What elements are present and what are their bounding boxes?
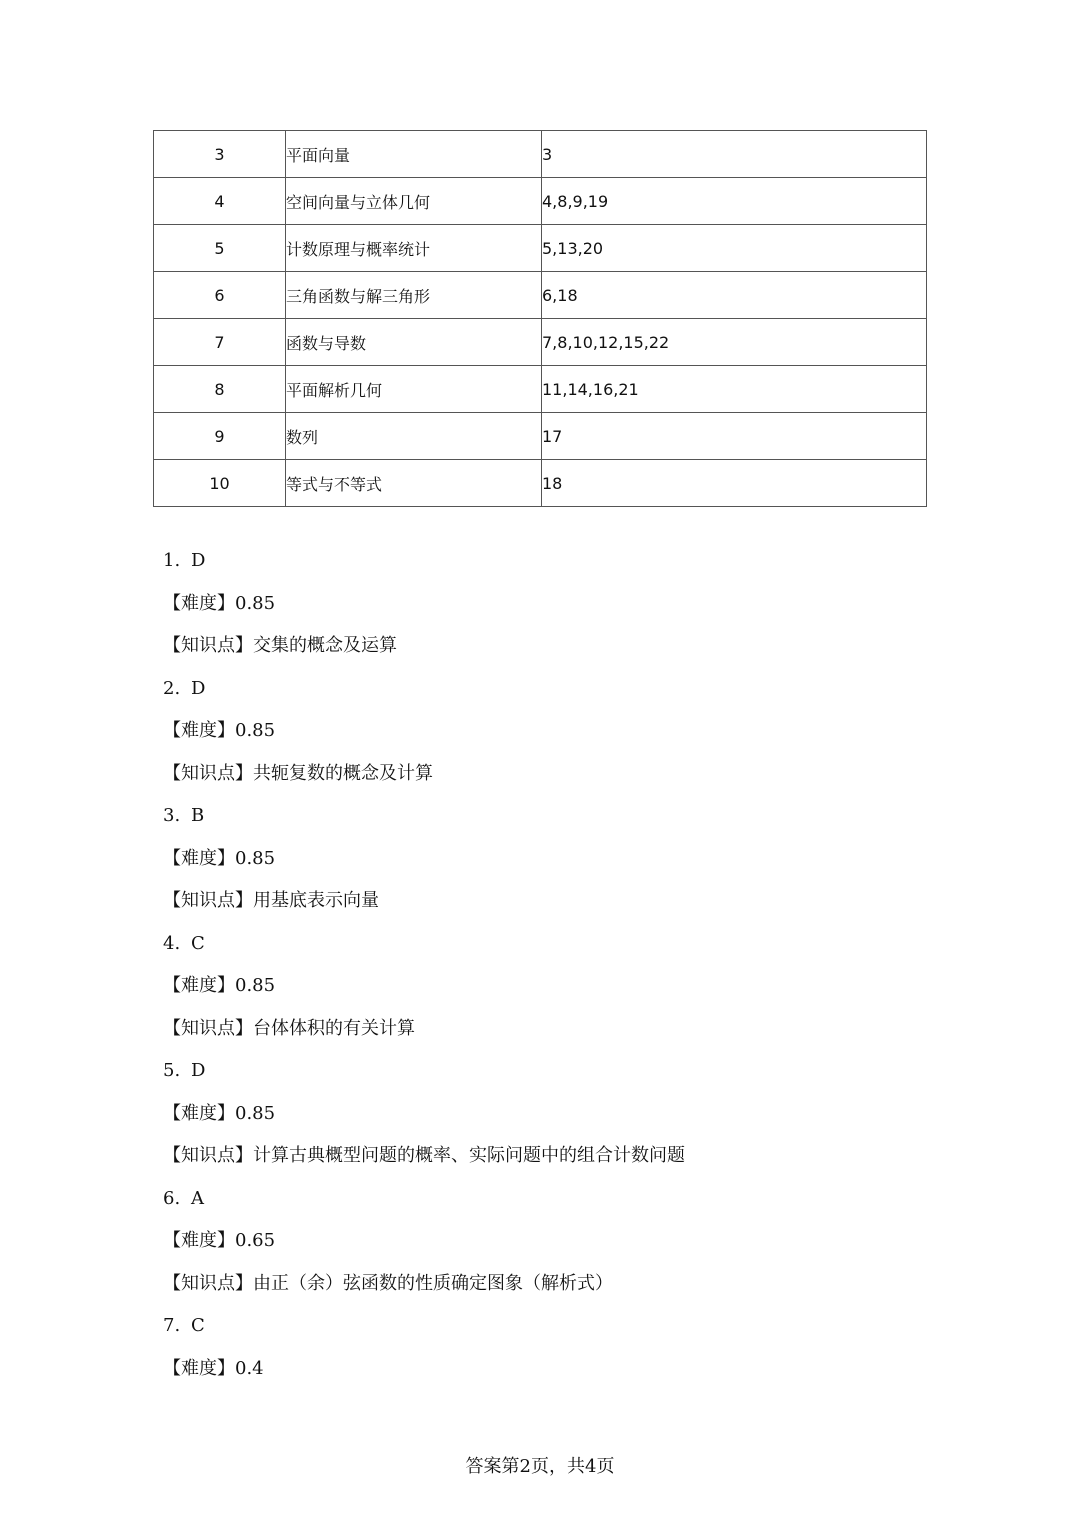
- answer-difficulty: 【难度】0.85: [163, 975, 276, 996]
- answer-difficulty: 【难度】0.85: [163, 592, 276, 614]
- answer-number: 4.: [163, 932, 181, 954]
- answer-knowledge: 【知识点】交集的概念及运算: [163, 635, 397, 656]
- row-number: 4: [154, 178, 286, 225]
- row-topic: 计数原理与概率统计: [286, 225, 542, 272]
- answer-number: 7.: [163, 1315, 181, 1336]
- table-row: [154, 319, 927, 366]
- answer-difficulty: 【难度】0.85: [163, 847, 276, 869]
- row-number: 5: [154, 225, 286, 272]
- row-topic: 三角函数与解三角形: [286, 272, 542, 319]
- row-questions: 17: [542, 413, 927, 460]
- row-topic: 等式与不等式: [286, 460, 542, 507]
- row-topic: 空间向量与立体几何: [286, 178, 542, 225]
- row-questions: 6,18: [542, 272, 927, 319]
- answer-knowledge: 【知识点】计算古典概型问题的概率、实际问题中的组合计数问题: [163, 1145, 685, 1166]
- answer-list: [163, 540, 963, 1390]
- answer-number: 6.: [163, 1187, 181, 1209]
- table-row: [154, 460, 927, 507]
- answer-knowledge: 【知识点】共轭复数的概念及计算: [163, 762, 433, 784]
- answer-heading: [163, 1050, 963, 1093]
- row-number: 8: [154, 366, 286, 413]
- table-row: [154, 131, 927, 178]
- row-questions: 5,13,20: [542, 225, 927, 272]
- answer-difficulty: 【难度】0.85: [163, 720, 276, 741]
- row-topic: 平面解析几何: [286, 366, 542, 413]
- table-row: [154, 178, 927, 225]
- answer-choice: D: [191, 1060, 206, 1081]
- answer-choice: A: [191, 1187, 204, 1209]
- answer-difficulty: 【难度】0.85: [163, 1102, 276, 1124]
- answer-choice: B: [191, 805, 205, 826]
- answer-knowledge: 【知识点】用基底表示向量: [163, 890, 379, 911]
- answer-heading: [163, 1305, 963, 1348]
- row-number: 9: [154, 413, 286, 460]
- answer-number: 5.: [163, 1060, 181, 1081]
- row-number: 7: [154, 319, 286, 366]
- answer-heading: [163, 668, 963, 711]
- row-questions: 18: [542, 460, 927, 507]
- row-topic: 数列: [286, 413, 542, 460]
- table-row: [154, 225, 927, 272]
- table-row: [154, 366, 927, 413]
- table-row: [154, 272, 927, 319]
- page-footer: 答案第2页，共4页: [465, 1456, 615, 1477]
- row-number: 3: [154, 131, 286, 178]
- row-questions: 11,14,16,21: [542, 366, 927, 413]
- answer-difficulty: 【难度】0.4: [163, 1357, 264, 1379]
- row-topic: 函数与导数: [286, 319, 542, 366]
- table-row: [154, 413, 927, 460]
- answer-choice: D: [191, 550, 206, 571]
- answer-number: 1.: [163, 550, 181, 571]
- row-questions: 4,8,9,19: [542, 178, 927, 225]
- answer-choice: D: [191, 677, 206, 699]
- row-topic: 平面向量: [286, 131, 542, 178]
- answer-choice: C: [191, 932, 205, 954]
- row-questions: 7,8,10,12,15,22: [542, 319, 927, 366]
- answer-number: 3.: [163, 805, 181, 826]
- answer-heading: [163, 795, 963, 838]
- answer-heading: [163, 540, 963, 583]
- row-number: 6: [154, 272, 286, 319]
- answer-heading: [163, 1178, 963, 1221]
- answer-heading: [163, 923, 963, 966]
- answer-knowledge: 【知识点】台体体积的有关计算: [163, 1017, 415, 1039]
- row-number: 10: [154, 460, 286, 507]
- topic-table-container: [153, 130, 927, 507]
- topic-table: [153, 130, 927, 507]
- answer-knowledge: 【知识点】由正（余）弦函数的性质确定图象（解析式）: [163, 1272, 613, 1294]
- answer-number: 2.: [163, 677, 181, 699]
- row-questions: 3: [542, 131, 927, 178]
- answer-difficulty: 【难度】0.65: [163, 1230, 276, 1251]
- answer-choice: C: [191, 1315, 205, 1336]
